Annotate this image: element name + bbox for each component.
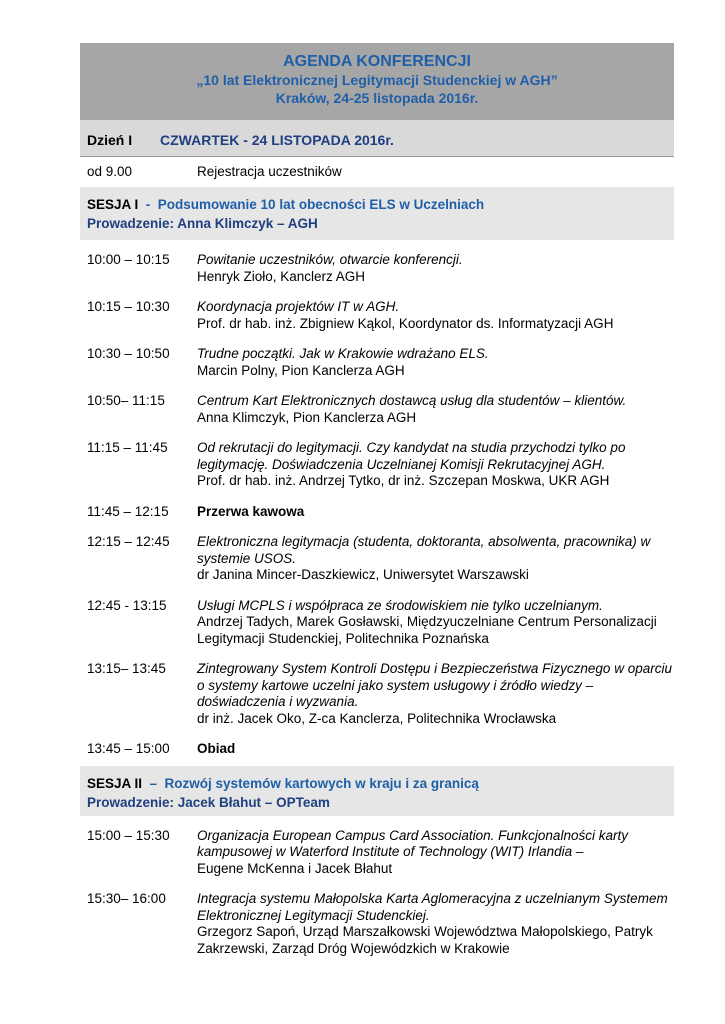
item-time: 11:45 – 12:15 xyxy=(87,503,169,519)
session-2-chair: Prowadzenie: Jacek Błahut – OPTeam xyxy=(87,794,330,810)
item-time: 13:15– 13:45 xyxy=(87,661,166,676)
item-title: Integracja systemu Małopolska Karta Aglomeracyjna z uczelnianym Systemem Elektronicznej Legitymacji Studenckiej. xyxy=(197,891,668,923)
session-1-label: SESJA I xyxy=(87,197,139,212)
item-time: 15:30– 16:00 xyxy=(87,891,166,906)
agenda-document xyxy=(80,43,674,957)
agenda-title: AGENDA KONFERENCJI xyxy=(283,53,471,70)
coffee-break-row xyxy=(80,504,674,521)
day-label: Dzień I xyxy=(87,132,133,148)
agenda-header xyxy=(80,43,674,120)
agenda-item xyxy=(80,346,674,379)
session-2-header xyxy=(80,766,674,816)
item-title: Centrum Kart Elektronicznych dostawcą usług dla studentów – klientów. xyxy=(197,393,627,408)
item-speaker: Marcin Polny, Pion Kanclerza AGH xyxy=(197,362,405,378)
item-time: 13:45 – 15:00 xyxy=(87,741,170,756)
agenda-item xyxy=(80,828,674,878)
agenda-item xyxy=(80,598,674,648)
day-date: CZWARTEK - 24 LISTOPADA 2016r. xyxy=(160,132,394,148)
session-1-header xyxy=(80,187,674,240)
item-title: Elektroniczna legitymacja (studenta, doktoranta, absolwenta, pracownika) w systemie USOS. xyxy=(197,534,651,566)
item-speaker: dr inż. Jacek Oko, Z-ca Kanclerza, Politechnika Wrocławska xyxy=(197,710,557,726)
item-speaker: Prof. dr hab. inż. Zbigniew Kąkol, Koordynator ds. Informatyzacji AGH xyxy=(197,315,614,331)
item-time: 12:15 – 12:45 xyxy=(87,534,170,549)
agenda-item xyxy=(80,299,674,332)
item-title: Usługi MCPLS i współpraca ze środowiskiem nie tylko uczelnianym. xyxy=(197,597,603,613)
session-1-chair: Prowadzenie: Anna Klimczyk – AGH xyxy=(87,216,318,231)
item-speaker: Andrzej Tadych, Marek Gosławski, Międzyuczelniane Centrum Personalizacji Legitymacji Studenckiej, Politechnika Poznańska xyxy=(197,614,657,646)
session-1-separator: - xyxy=(138,197,158,212)
session-2-separator: – xyxy=(142,775,165,791)
conference-name: „10 lat Elektronicznej Legitymacji Studenckiej w AGH” xyxy=(196,72,558,88)
item-speaker: Anna Klimczyk, Pion Kanclerza AGH xyxy=(197,409,417,425)
agenda-item xyxy=(80,534,674,584)
item-title: Organizacja European Campus Card Association. Funkcjonalności karty kampusowej w Waterford Institute of Technology (WIT) Irlandia – xyxy=(197,827,628,859)
registration-text: Rejestracja uczestników xyxy=(197,164,342,179)
item-title: Trudne początki. Jak w Krakowie wdrażano ELS. xyxy=(197,346,489,361)
item-title: Koordynacja projektów IT w AGH. xyxy=(197,299,400,314)
registration-row xyxy=(80,157,674,187)
item-title: Od rekrutacji do legitymacji. Czy kandydat na studia przychodzi tylko po legitymację. Doświadczenia Uczelnianej Komisji Rekrutacyjnej AGH. xyxy=(197,440,626,472)
item-time: 12:45 - 13:15 xyxy=(87,597,167,613)
item-speaker: Henryk Zioło, Kanclerz AGH xyxy=(197,268,366,284)
item-time: 10:15 – 10:30 xyxy=(87,299,170,314)
day-header xyxy=(80,120,674,156)
item-time: 15:00 – 15:30 xyxy=(87,827,170,843)
conference-place-date: Kraków, 24-25 listopada 2016r. xyxy=(275,90,479,106)
item-time: 10:50– 11:15 xyxy=(87,393,165,408)
item-speaker: Grzegorz Sapoń, Urząd Marszałkowski Województwa Małopolskiego, Patryk Zakrzewski, Zarząd Dróg Wojewódzkich w Krakowie xyxy=(197,924,653,956)
agenda-item xyxy=(80,891,674,957)
item-speaker: Prof. dr hab. inż. Andrzej Tytko, dr inż. Szczepan Moskwa, UKR AGH xyxy=(197,473,610,488)
session-2-label: SESJA II xyxy=(87,775,143,791)
item-title: Powitanie uczestników, otwarcie konferencji. xyxy=(197,252,463,267)
item-time: 10:00 – 10:15 xyxy=(87,252,170,267)
item-speaker: dr Janina Mincer-Daszkiewicz, Uniwersytet Warszawski xyxy=(197,567,529,582)
item-title: Zintegrowany System Kontroli Dostępu i Bezpieczeństwa Fizycznego w oparciu o systemy kartowe uczelni jako system usługowy i źródło wiedzy – doświadczenia i wyzwania. xyxy=(197,661,672,709)
session-2-title: Rozwój systemów kartowych w kraju i za granicą xyxy=(164,775,479,791)
coffee-break-label: Przerwa kawowa xyxy=(197,503,305,519)
registration-time: od 9.00 xyxy=(87,164,133,179)
agenda-item xyxy=(80,440,674,490)
lunch-row xyxy=(80,741,674,758)
item-time: 10:30 – 10:50 xyxy=(87,346,170,361)
session-1-title: Podsumowanie 10 lat obecności ELS w Uczelniach xyxy=(157,197,485,212)
agenda-item xyxy=(80,661,674,727)
lunch-label: Obiad xyxy=(197,741,236,756)
item-time: 11:15 – 11:45 xyxy=(87,440,168,455)
agenda-item xyxy=(80,252,674,285)
agenda-item xyxy=(80,393,674,426)
item-speaker: Eugene McKenna i Jacek Błahut xyxy=(197,860,393,876)
